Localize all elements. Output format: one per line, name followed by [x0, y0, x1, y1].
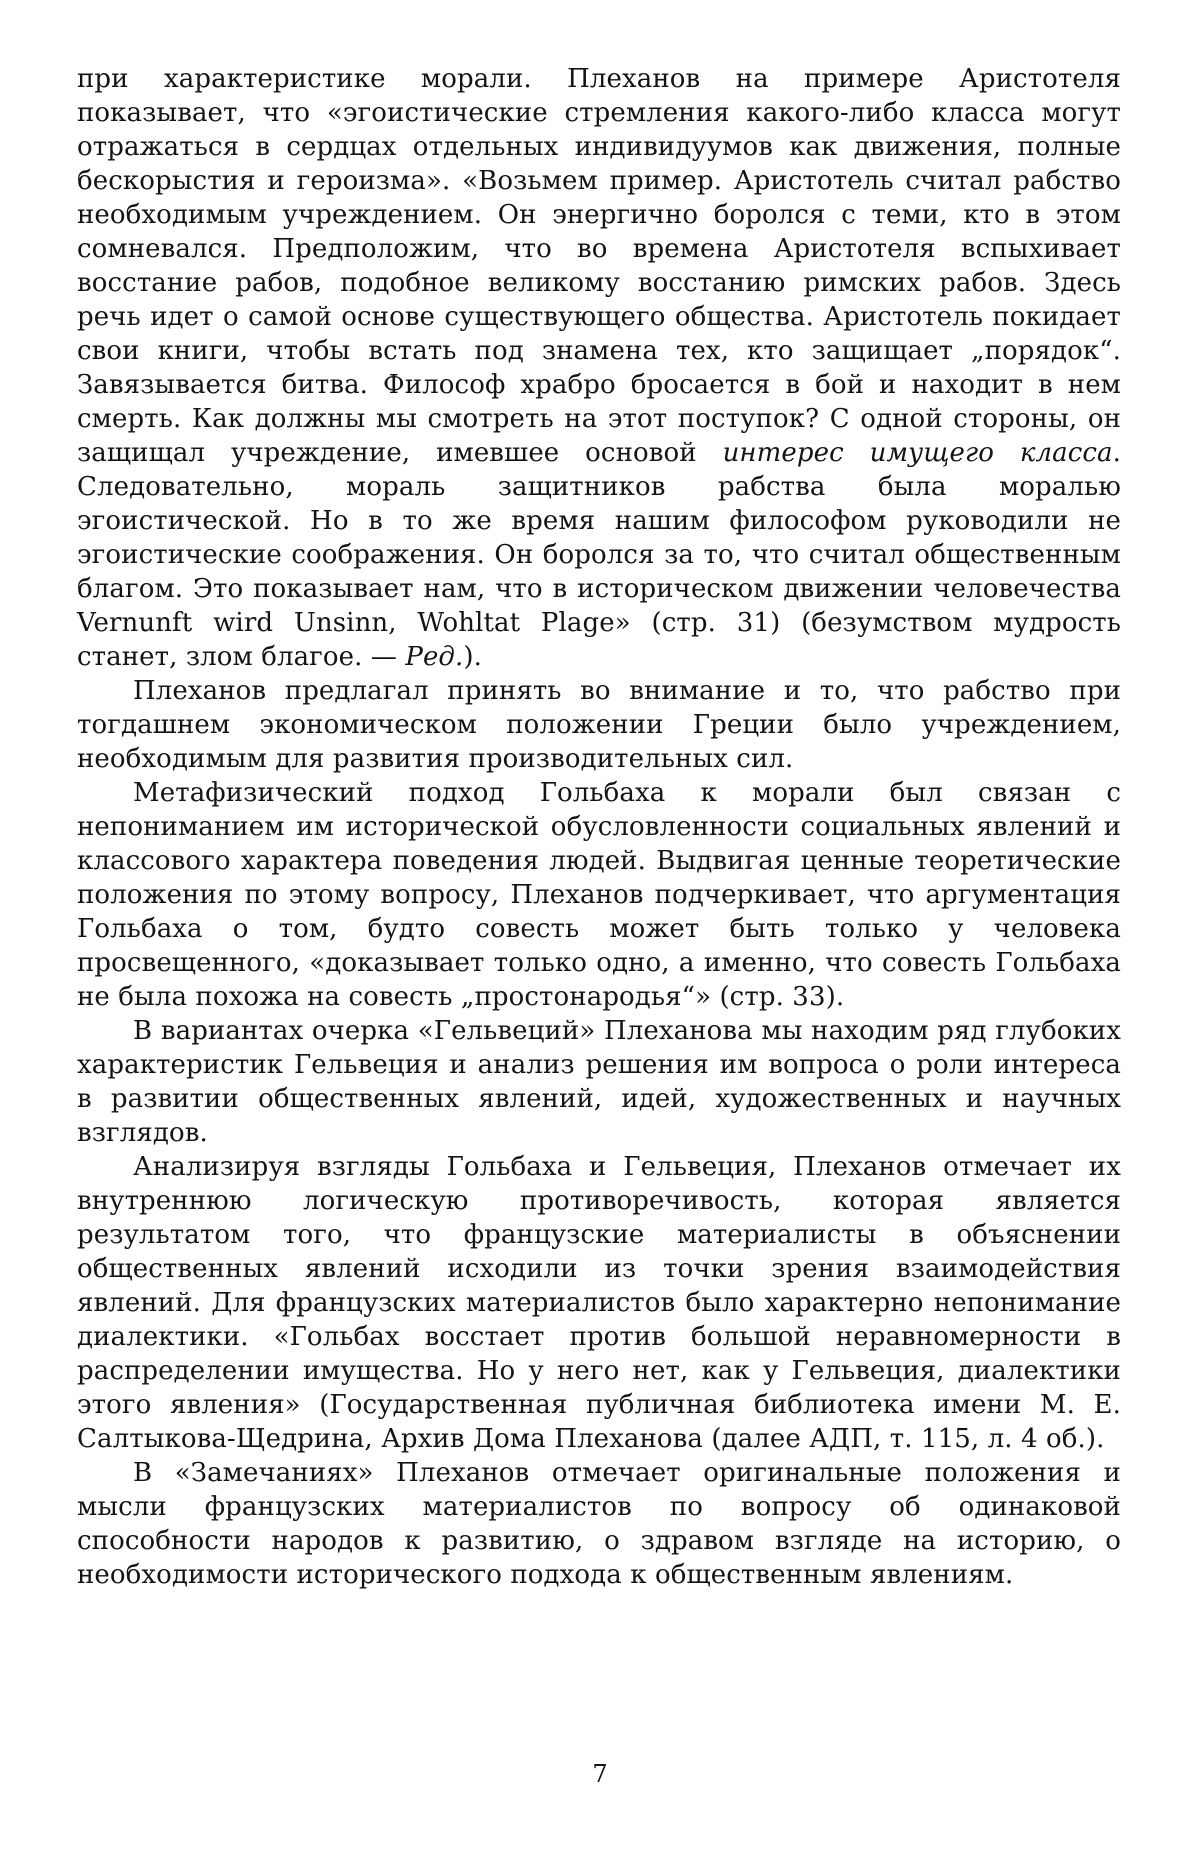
paragraph-6 — [77, 1456, 1121, 1592]
paragraph-2 — [77, 674, 1121, 776]
paragraph-1-editor-note: Ред. — [405, 642, 464, 672]
paragraph-1-italic-phrase: интерес имущего класса — [722, 438, 1113, 468]
paragraph-1-text-continued: . Следовательно, мораль защитников рабства была моралью эгоистической. Но в то же время нашим философом руководили не эгоистические соображения. Он боролся за то, что считал общественным благом. Это показывает нам, что в историческом движении человечества Vernunft wird Unsinn, Wohltat Plage» (стр. 31) (безумством мудрость станет, злом благое. — — [77, 438, 1122, 672]
paragraph-6-text: В «Замечаниях» Плеханов отмечает оригинальные положения и мысли французских материалистов по вопросу об одинаковой способности народов к развитию, о здравом взгляде на историю, о необходимости исторического подхода к общественным явлениям. — [77, 1458, 1121, 1590]
page-body — [77, 62, 1121, 1762]
page-number: 7 — [592, 1760, 608, 1788]
paragraph-1-text-end: ). — [463, 642, 482, 672]
paragraph-5 — [77, 1150, 1121, 1456]
paragraph-1-text: при характеристике морали. Плеханов на примере Аристотеля показывает, что «эгоистические стремления какого-либо класса могут отражаться в сердцах отдельных индивидуумов как движения, полные бескорыстия и героизма». «Возьмем пример. Аристотель считал рабство необходимым учреждением. Он энергично боролся с теми, кто в этом сомневался. Предположим, что во времена Аристотеля вспыхивает восстание рабов, подобное великому восстанию римских рабов. Здесь речь идет о самой основе существующего общества. Аристотель покидает свои книги, чтобы встать под знамена тех, кто защищает „порядок“. Завязывается битва. Философ храбро бросается в бой и находит в нем смерть. Как должны мы смотреть на этот поступок? С одной стороны, он защищал учреждение, имевшее основой — [77, 64, 1121, 468]
paragraph-1 — [77, 62, 1121, 674]
paragraph-3-text: Метафизический подход Гольбаха к морали был связан с непониманием им исторической обусловленности социальных явлений и классового характера поведения людей. Выдвигая ценные теоретические положения по этому вопросу, Плеханов подчеркивает, что аргументация Гольбаха о том, будто совесть может быть только у человека просвещенного, «доказывает только одно, а именно, что совесть Гольбаха не была похожа на совесть „простонародья“» (стр. 33). — [77, 778, 1121, 1012]
paragraph-3 — [77, 776, 1121, 1014]
paragraph-2-text: Плеханов предлагал принять во внимание и то, что рабство при тогдашнем экономическом положении Греции было учреждением, необходимым для развития производительных сил. — [77, 676, 1121, 774]
paragraph-4 — [77, 1014, 1121, 1150]
paragraph-5-text: Анализируя взгляды Гольбаха и Гельвеция, Плеханов отмечает их внутреннюю логическую противоречивость, которая является результатом того, что французские материалисты в объяснении общественных явлений исходили из точки зрения взаимодействия явлений. Для французских материалистов было характерно непонимание диалектики. «Гольбах восстает против большой неравномерности в распределении имущества. Но у него нет, как у Гельвеция, диалектики этого явления» (Государственная публичная библиотека имени М. Е. Салтыкова-Щедрина, Архив Дома Плеханова (далее АДП, т. 115, л. 4 об.). — [77, 1152, 1121, 1454]
paragraph-4-text: В вариантах очерка «Гельвеций» Плеханова мы находим ряд глубоких характеристик Гельвеция и анализ решения им вопроса о роли интереса в развитии общественных явлений, идей, художественных и научных взглядов. — [77, 1016, 1121, 1148]
